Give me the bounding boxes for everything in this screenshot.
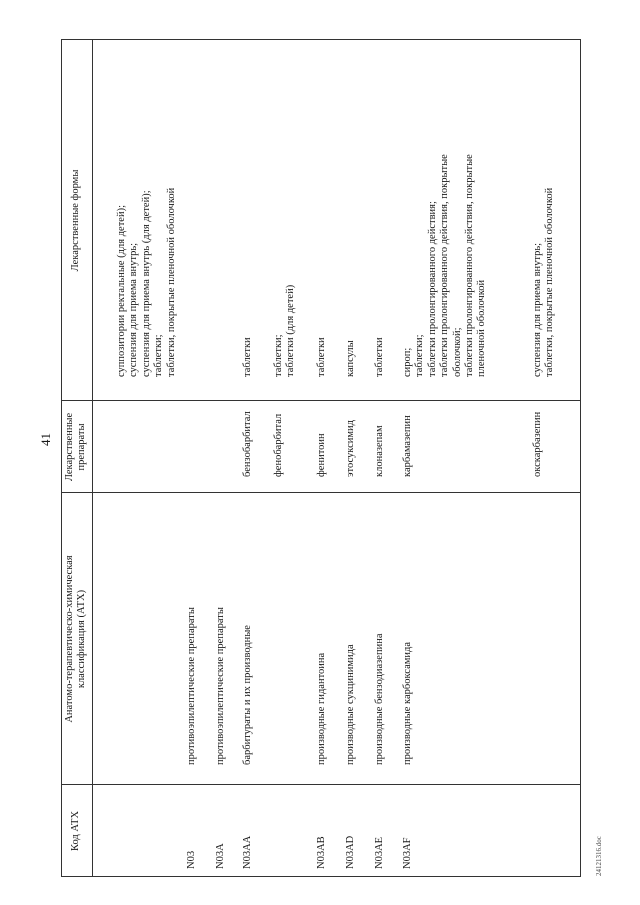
drug-name: этосуксимид bbox=[345, 420, 356, 477]
table-bottom-border bbox=[580, 39, 581, 877]
form-line: таблетки пролонгированного действия, покрытые bbox=[439, 154, 451, 377]
table-right-border bbox=[61, 39, 581, 40]
header-separator bbox=[92, 39, 93, 877]
form-line: таблетки; bbox=[273, 334, 284, 377]
document-id: 24121316.doc bbox=[595, 836, 603, 876]
header-code: Код АТХ bbox=[70, 810, 81, 852]
form-line: сироп; bbox=[402, 347, 413, 377]
form-line: таблетки пролонгированного действия; bbox=[426, 201, 438, 377]
form-line: таблетки; bbox=[153, 334, 165, 377]
atc-classification: барбитураты и их производные bbox=[242, 625, 253, 765]
form-line: оболочкой; bbox=[451, 327, 463, 377]
header-preparations-line-2: препараты bbox=[76, 423, 88, 471]
drug-name: фенитоин bbox=[316, 433, 327, 477]
form-line: пленочной оболочкой bbox=[476, 279, 488, 377]
column-divider-3 bbox=[61, 400, 581, 401]
drug-name: клоназепам bbox=[374, 425, 385, 477]
form-line: таблетки; bbox=[414, 334, 426, 377]
column-divider-2 bbox=[61, 492, 581, 493]
form-line: суспензия для приема внутрь (для детей); bbox=[140, 190, 152, 377]
continued-forms bbox=[116, 188, 178, 377]
atc-classification: противоэпилептические препараты bbox=[215, 607, 226, 765]
drug-forms bbox=[242, 337, 254, 377]
atc-code: N03AF bbox=[402, 837, 413, 869]
atc-classification: производные сукцинимида bbox=[345, 644, 356, 765]
form-line: таблетки пролонгированного действия, покрытые bbox=[464, 154, 476, 377]
atc-classification: производные бензодиазепина bbox=[374, 633, 385, 765]
atc-classification: производные гидантоина bbox=[316, 652, 327, 765]
atc-code: N03 bbox=[186, 850, 197, 869]
table-left-border bbox=[61, 876, 581, 877]
atc-code: N03AD bbox=[345, 835, 356, 869]
page-number: 41 bbox=[38, 433, 53, 446]
header-classification-line-2: классификация (АТХ) bbox=[76, 589, 88, 689]
drug-name: окскарбазепин bbox=[532, 411, 543, 477]
form-line: суспензия для приема внутрь; bbox=[532, 242, 543, 377]
form-line: таблетки, покрытые пленочной оболочкой bbox=[544, 187, 556, 377]
atc-code: N03A bbox=[215, 843, 226, 869]
form-line: капсулы bbox=[345, 340, 356, 377]
drug-classification-table bbox=[61, 39, 581, 877]
atc-classification: противоэпилептические препараты bbox=[186, 607, 197, 765]
form-line: суспензия для приема внутрь; bbox=[128, 242, 140, 377]
header-classification-line-1: Анатомо-терапевтическо-химическая bbox=[64, 555, 75, 723]
atc-code: N03AB bbox=[316, 836, 327, 869]
form-line: таблетки bbox=[374, 337, 385, 377]
drug-forms bbox=[316, 337, 328, 377]
drug-name: фенобарбитал bbox=[273, 413, 284, 477]
header-classification bbox=[64, 493, 89, 785]
drug-forms bbox=[532, 188, 557, 377]
drug-name: бензобарбитал bbox=[242, 411, 253, 477]
form-line: таблетки bbox=[316, 337, 327, 377]
atc-code: N03AE bbox=[374, 836, 385, 869]
drug-forms bbox=[374, 337, 386, 377]
atc-classification: производные карбоксамида bbox=[402, 641, 413, 765]
drug-name: карбамазепин bbox=[402, 415, 413, 477]
header-preparations bbox=[64, 401, 89, 493]
drug-forms bbox=[273, 285, 298, 377]
header-forms: Лекарственные формы bbox=[70, 169, 81, 272]
table-top-border bbox=[61, 39, 62, 877]
atc-code: N03AA bbox=[242, 835, 253, 869]
column-divider-1 bbox=[61, 784, 581, 785]
drug-forms bbox=[345, 340, 357, 377]
drug-forms bbox=[402, 154, 489, 377]
form-line: таблетки (для детей) bbox=[285, 284, 297, 377]
header-preparations-line-1: Лекарственные bbox=[64, 412, 75, 482]
form-line: таблетки bbox=[242, 337, 253, 377]
form-line: суппозитории ректальные (для детей); bbox=[116, 205, 127, 377]
form-line: таблетки, покрытые пленочной оболочкой bbox=[165, 187, 177, 377]
